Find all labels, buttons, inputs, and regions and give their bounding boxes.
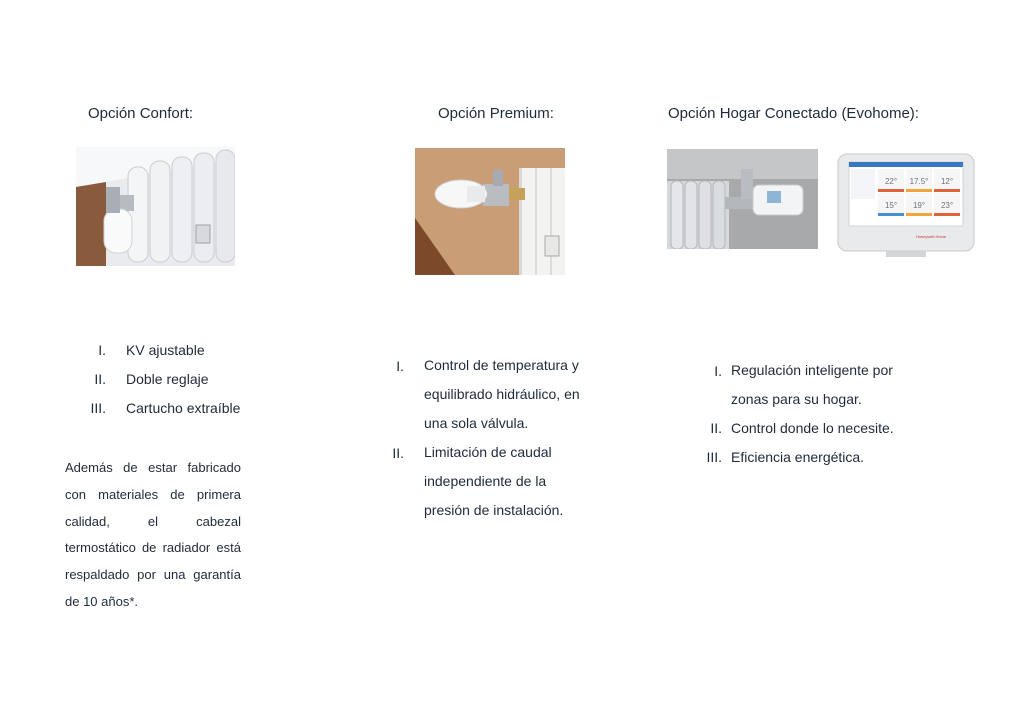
list-premium [370,357,630,527]
list-item [680,420,894,436]
list-number: II. [392,445,404,461]
screen-temp: 23° [940,201,954,210]
screen-temp: 22° [884,177,898,186]
list-item [680,362,893,414]
list-text-line: zonas para su hogar. [731,391,862,407]
list-text-line: Control de temperatura y [424,357,579,373]
warranty-note: Además de estar fabricado con materiales de primera calidad, el cabezal termostático de radiador está respaldado por una garantía de 10 años*. [65,460,241,609]
list-number: III. [706,449,722,465]
list-text: KV ajustable [126,342,205,358]
list-number: II. [94,371,106,387]
photo-confort-radiator [76,147,235,266]
list-item [72,342,205,358]
list-text: Eficiencia energética. [731,449,865,465]
list-text-line: Regulación inteligente por [731,362,893,378]
screen-temp: 12° [940,177,954,186]
list-number: I. [98,342,106,358]
list-text-line: una sola válvula. [424,415,529,431]
heading-hogar-conectado: Opción Hogar Conectado (Evohome): [668,105,919,122]
heading-confort: Opción Confort: [88,105,194,122]
list-text-line: independiente de la [424,473,547,489]
list-item [72,371,209,387]
photo-premium-valve [415,148,565,275]
list-text [424,438,563,525]
list-text [424,351,580,438]
list-text-line: equilibrado hidráulico, en [424,386,580,402]
list-item [72,400,240,416]
heading-premium: Opción Premium: [438,105,554,122]
list-number: I. [396,358,404,374]
list-text: Control donde lo necesite. [731,420,894,436]
list-text: Cartucho extraíble [126,400,241,416]
list-item [370,444,563,525]
list-text-line: presión de instalación. [424,502,564,518]
screen-temp: 19° [912,201,926,210]
list-text [731,356,893,414]
list-number: II. [710,420,722,436]
list-hogar-conectado [680,362,940,482]
screen-temp: 17.5° [909,177,929,186]
list-number: I. [714,363,722,379]
list-item [370,357,580,438]
brand-logo: Honeywell Home [915,234,947,239]
list-text-line: Limitación de caudal [424,444,552,460]
screen-temp: 15° [884,201,898,210]
list-text: Doble reglaje [126,371,209,387]
list-item [680,449,864,465]
evohome-controller-image [831,153,989,261]
photo-evohome-radiator [667,149,818,249]
list-number: III. [90,400,106,416]
list-confort [72,342,272,422]
